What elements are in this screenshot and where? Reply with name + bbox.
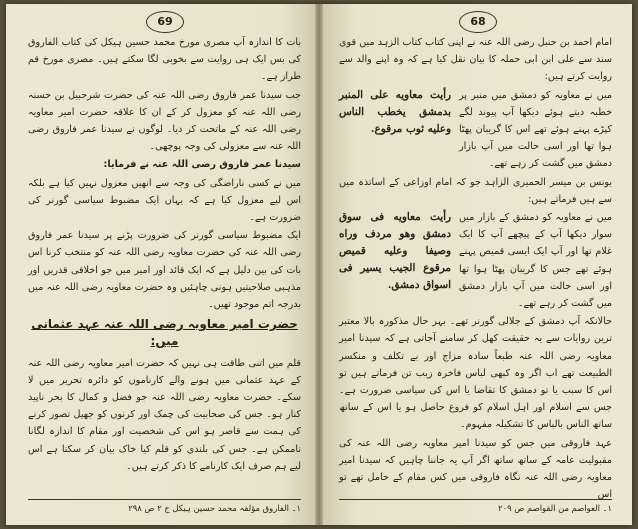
quote-block-1	[339, 87, 612, 173]
paragraph: عہد فاروقی میں جس کو سیدنا امیر معاویہ رضی اللہ عنہ کی مقبولیت عامہ کے ساتھ ساتھ اگر آپ یہ جاننا چاہیں کہ سیدنا امیر معاویہ رضی اللہ عنہ نگاہ فاروقی میں کس مقام کے حامل تھے تو اس	[339, 437, 612, 501]
paragraph: بات کا اندازہ آپ مصری مورخ محمد حسین ہیکل کی کتاب الفاروق کی بس ایک ہی روایت سے بخوبی لگا سکتے ہیں۔ مصری مورخ قم طراز ہے۔	[28, 37, 301, 83]
paragraph: یونس بن میسر الحمیری الزاہد جو کہ امام اوزاعی کے اساتذہ میں سے ہیں فرماتے ہیں:	[339, 176, 612, 205]
urdu-translation: میں نے معاویہ کو دمشق کے بازار میں سوار دیکھا آپ کے پیچھے آپ کا ایک غلام تھا اور آپ ایک ایسی قمیص پہنے ہوئے تھے جس کا گریبان پھٹا ہوا تھا اور اسی حالت میں آپ بازار دمشق میں گشت کر رہے تھے۔	[459, 212, 612, 310]
page-number-68: 68	[459, 11, 497, 33]
page-69-body	[28, 34, 301, 475]
paragraph: جب سیدنا عمر فاروق رضی اللہ عنہ کی حضرت شرحبیل بن حسنہ رضی اللہ عنہ کو معزول کر کے ان کا علاقہ حضرت امیر معاویہ رضی اللہ عنہ کے ماتحت کر دیا۔ لوگوں نے سیدنا عمر فاروق رضی اللہ عنہ سے معزولی کی وجہ پوچھی۔	[28, 89, 301, 153]
paragraph: سیدنا عمر فاروق رضی اللہ عنہ نے فرمایا:	[103, 159, 301, 171]
page-number-69: 69	[146, 11, 184, 33]
arabic-quote: رأيت معاويه فى سوق دمشق وهو مردف وراه وصيفا وعليه قميص مرقوع الجيب يسير فى اسواق دمشق.	[339, 211, 451, 292]
section-heading: حضرت امیر معاویہ رضی اللہ عنہ عہد عثمانی میں:	[31, 317, 298, 349]
paragraph: قلم میں اتنی طاقت ہی نہیں کہ حضرت امیر معاویہ رضی اللہ عنہ کے عہد عثمانی میں ہونے والے کارناموں کو دائرہ تحریر میں لا سکے۔ حضرت معاویہ رضی اللہ عنہ جو فضل و کمال کا بحر ناپید کنار ہو۔ جس کی صحابیت کی چمک اور کرنوں کو جھیل تصور کرنے کی ہمت سے قاصر ہو اس کی شخصیت اور مقام کا اندازہ لگانا ناممکن ہے۔ جس کی بلندی کو قلم کیا خاک بیان کر سکتا ہے اس لیے ہم صرف ایک کارنامے کا ذکر کرتے ہیں۔	[28, 357, 301, 472]
paragraph: حالانکہ آپ دمشق کے جلالی گورنر تھے۔ بہر حال مذکورہ بالا معتبر ترین روایات سے یہ حقیقت کھل کر سامنے آجاتی ہے کہ سیدنا امیر معاویہ رضی اللہ عنہ طبعاً سادہ مزاج اور بے تکلف و منکسر الطبیعت تھے اب اگر وہ کبھی لباس فاخرہ زیب تن فرماتے ہیں تو اس کا سبب یا تو دمشق کا تقاضا یا اس کی سیاسی ضرورت ہے۔ جس سے اسلام اور اہل اسلام کو فروغ حاصل ہو یا اس کے ساتھ ساتھ الناس بالباس کا تشکیلہ مفہوم۔	[339, 316, 612, 431]
book-gutter	[315, 4, 323, 525]
paragraph: امام احمد بن حنبل رضی اللہ عنہ نے اپنی کتاب کتاب الزہد میں قوی سند سے علی ابن ابی حملہ کا بیان نقل کیا ہے کہ وہ اپنے والد سے روایت کرتے ہیں:	[339, 37, 612, 83]
arabic-quote: رأيت معاويه على المنبر بدمشق يخطب الناس وعليه ثوب مرقوع.	[339, 88, 451, 135]
page-68	[319, 4, 632, 525]
quote-block-2	[339, 209, 612, 312]
footnote: ۱۔ العواصم من القواصم ص ۲۰۹	[339, 499, 612, 513]
page-69	[6, 4, 319, 525]
page-68-body	[339, 34, 612, 503]
open-book-spread	[6, 4, 632, 525]
footnote: ۱۔ الفاروق مؤلفہ محمد حسین ہیکل ج ۲ ص ۲۹۸	[28, 499, 301, 513]
paragraph: میں نے کسی ناراضگی کی وجہ سے انھیں معزول نہیں کیا ہے بلکہ اس لیے معزول کیا ہے کہ یہاں ایک مضبوط سیاسی گورنر کی ضرورت ہے۔	[28, 177, 301, 224]
paragraph: ایک مضبوط سیاسی گورنر کی ضرورت پڑنے پر سیدنا عمر فاروق رضی اللہ عنہ کی حضرت معاویہ رضی اللہ عنہ کو منتخب کرنا اس بات کی بین دلیل ہے کہ ایک قائد اور امیر میں جو اخلاقی قدریں اور مذہبی صلاحیتیں ہونی چاہئیں وہ حضرت معاویہ رضی اللہ عنہ میں بدرجہ اتم موجود تھیں۔	[28, 230, 301, 311]
urdu-translation: میں نے معاویہ کو دمشق میں منبر پر خطبہ دیتے ہوئے دیکھا آپ پیوند لگے کپڑے پہنے ہوئے تھے اس کا گریبان پھٹا ہوا تھا اور اسی حالت میں آپ بازار دمشق میں گشت کر رہے تھے۔	[459, 89, 612, 170]
